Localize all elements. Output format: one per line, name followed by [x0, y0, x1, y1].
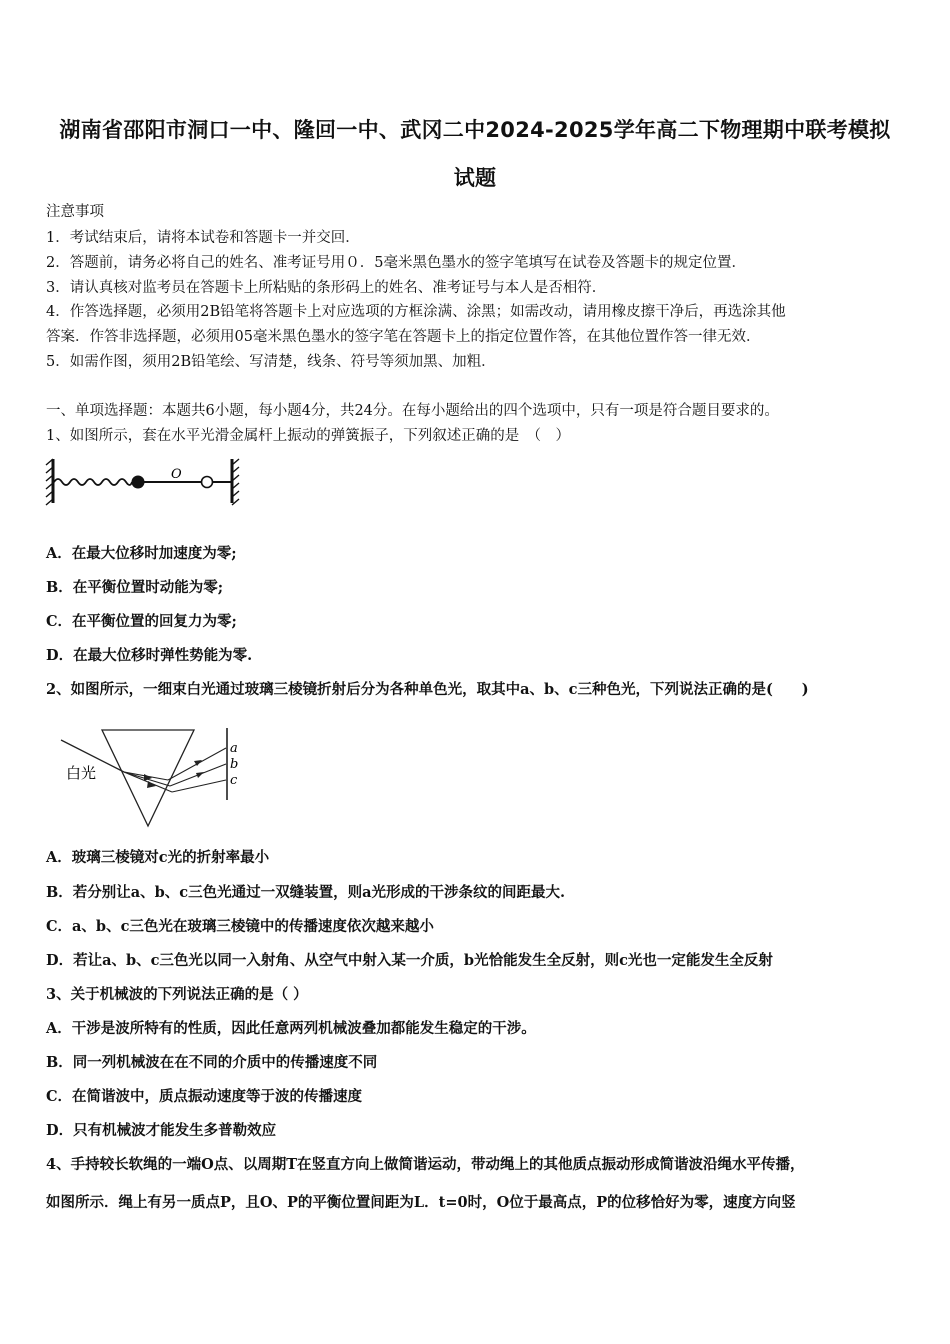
q2-stem: 2、如图所示，一细束白光通过玻璃三棱镜折射后分为各种单色光，取其中a、b、c三种色光，下列说法正确的是( ): [46, 681, 809, 698]
q3-stem: 3、关于机械波的下列说法正确的是（ ）: [46, 986, 308, 1003]
q1-option-a: A．在最大位移时加速度为零;: [46, 545, 237, 562]
title-line-2: 试题: [453, 166, 497, 190]
q3-option-b: B．同一列机械波在在不同的介质中的传播速度不同: [46, 1054, 378, 1071]
notice-item-2: 2．答题前，请务必将自己的姓名、准考证号用０．5毫米黑色墨水的签字笔填写在试卷及答题卡的规定位置．: [46, 255, 746, 271]
q2-prism-figure: [56, 724, 246, 834]
notice-item-4-cont: 答案．作答非选择题，必须用05毫米黑色墨水的签字笔在答题卡上的指定位置作答，在其他位置作答一律无效．: [46, 329, 761, 345]
title-line-1: 湖南省邵阳市洞口一中、隆回一中、武冈二中2024-2025学年高二下物理期中联考模拟: [59, 118, 891, 142]
q2-option-c: C．a、b、c三色光在玻璃三棱镜中的传播速度依次越来越小: [46, 918, 434, 935]
q1-option-c: C．在平衡位置的回复力为零;: [46, 613, 237, 630]
q1-option-b: B．在平衡位置时动能为零;: [46, 579, 224, 596]
notice-item-1: 1．考试结束后，请将本试卷和答题卡一并交回．: [46, 230, 360, 246]
extreme-position-ball: [202, 477, 213, 488]
label-b: b: [230, 757, 239, 772]
label-a: a: [230, 741, 238, 756]
oscillator-ball: [132, 476, 145, 489]
q4-stem-line-2: 如图所示．绳上有另一质点P，且O、P的平衡位置间距为L．t=0时，O位于最高点，P的位移恰好为零，速度方向竖: [46, 1194, 796, 1211]
notice-item-3: 3．请认真核对监考员在答题卡上所粘贴的条形码上的姓名、准考证号与本人是否相符．: [46, 280, 607, 296]
notice-heading: 注意事项: [46, 204, 104, 220]
q3-option-a: A．干涉是波所特有的性质，因此任意两列机械波叠加都能发生稳定的干涉。: [46, 1020, 536, 1037]
label-c: c: [230, 773, 238, 788]
equilibrium-label-O: O: [171, 467, 182, 482]
q2-option-a: A．玻璃三棱镜对c光的折射率最小: [46, 849, 270, 866]
q1-stem: 1、如图所示，套在水平光滑金属杆上振动的弹簧振子，下列叙述正确的是 （ ）: [46, 428, 570, 444]
q3-option-c: C．在简谐波中，质点振动速度等于波的传播速度: [46, 1088, 363, 1105]
q4-stem-line-1: 4、手持较长软绳的一端O点、以周期T在竖直方向上做简谐运动，带动绳上的其他质点振动形成简谐波沿绳水平传播，: [46, 1156, 805, 1173]
notice-item-5: 5．如需作图，须用2B铅笔绘、写清楚，线条、符号等须加黑、加粗．: [46, 354, 496, 370]
q1-spring-oscillator-figure: [44, 455, 254, 507]
spring: [54, 479, 132, 485]
q1-option-d: D．在最大位移时弹性势能为零.: [46, 647, 253, 664]
white-light-label: 白光: [66, 764, 97, 782]
q3-option-d: D．只有机械波才能发生多普勒效应: [46, 1122, 277, 1139]
section-1-heading: 一、单项选择题：本题共6小题，每小题4分，共24分。在每小题给出的四个选项中，只有一项是符合题目要求的。: [46, 403, 779, 419]
arrow-head: [196, 772, 204, 778]
q2-option-d: D．若让a、b、c三色光以同一入射角、从空气中射入某一介质，b光恰能发生全反射，则c光也一定能发生全反射: [46, 952, 773, 969]
q2-option-b: B．若分别让a、b、c三色光通过一双缝装置，则a光形成的干涉条纹的间距最大.: [46, 884, 566, 901]
notice-item-4: 4．作答选择题，必须用2B铅笔将答题卡上对应选项的方框涂满、涂黑；如需改动，请用橡皮擦干净后，再选涂其他: [46, 304, 786, 320]
